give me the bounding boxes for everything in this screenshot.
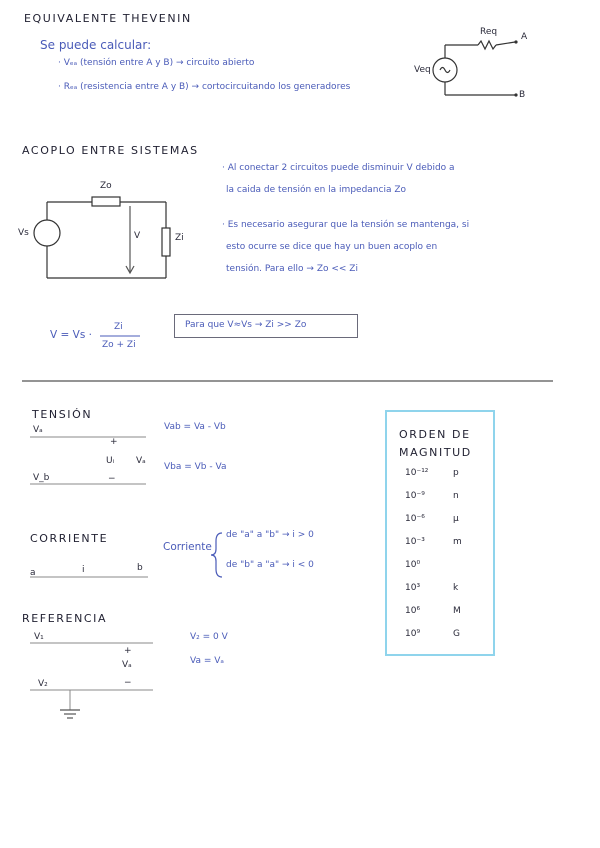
referencia-title: REFERENCIA [22, 612, 108, 625]
corriente-case-1: de "a" a "b" → i > 0 [226, 530, 314, 540]
magnitude-power: 10⁻⁹ [405, 491, 425, 501]
referencia-lines [30, 643, 153, 710]
tension-plus: + [110, 437, 118, 447]
acoplo-circuit [34, 197, 170, 278]
vs-source-icon [34, 220, 60, 246]
magnitude-prefix: μ [453, 514, 459, 524]
zo-label: Zo [100, 181, 112, 191]
tension-vb: V_b [33, 473, 50, 483]
magnitudes-title-2: MAGNITUD [399, 446, 472, 459]
magnitude-power: 10⁻⁶ [405, 514, 425, 524]
formula-lhs: V = Vs · [50, 329, 92, 341]
acoplo-text-1a: · Al conectar 2 circuitos puede disminuir V debido a [222, 163, 455, 173]
magnitude-prefix: M [453, 606, 461, 616]
referencia-v2: V₂ [38, 679, 48, 689]
magnitude-power: 10³ [405, 583, 421, 593]
tension-eq-1: Vab = Va - Vb [164, 422, 226, 432]
veq-label: Veq [414, 65, 431, 75]
corriente-label: Corriente [163, 541, 212, 553]
magnitude-prefix: p [453, 468, 459, 478]
formula-denominator: Zo + Zi [102, 340, 136, 350]
thevenin-bullet-2: · Rₑₐ (resistencia entre A y B) → cortocircuitando los generadores [58, 82, 351, 92]
corriente-i: i [82, 565, 85, 575]
referencia-mid: Vₐ [122, 660, 132, 670]
boxed-condition [174, 314, 358, 338]
magnitude-power: 10⁻¹² [405, 468, 429, 478]
magnitude-prefix: G [453, 629, 460, 639]
zo-resistor-icon [92, 197, 120, 206]
req-label: Req [480, 27, 498, 37]
zi-label: Zi [175, 233, 184, 243]
thevenin-title: EQUIVALENTE THEVENIN [24, 12, 192, 25]
corriente-title: CORRIENTE [30, 532, 109, 545]
thevenin-circuit [433, 41, 515, 95]
v-label: V [134, 231, 141, 241]
acoplo-text-2b: esto ocurre se dice que hay un buen acoplo en [226, 242, 438, 252]
formula-numerator: Zi [114, 322, 123, 332]
tension-vab-mid: Vₐ [136, 456, 146, 466]
magnitude-power: 10⁰ [405, 560, 421, 570]
referencia-eq-2: Va = Vₐ [190, 656, 224, 666]
thevenin-intro: Se puede calcular: [40, 38, 152, 52]
zi-resistor-icon [162, 228, 170, 256]
tension-u: Uᵢ [106, 456, 115, 466]
terminal-b-label: B [519, 90, 526, 100]
vs-label: Vs [18, 228, 29, 238]
referencia-plus: + [124, 646, 132, 656]
brace-icon [211, 533, 222, 577]
thevenin-bullet-1: · Vₑₐ (tensión entre A y B) → circuito abierto [58, 58, 255, 68]
tension-minus: − [108, 474, 116, 484]
magnitude-prefix: n [453, 491, 459, 501]
magnitude-prefix: k [453, 583, 459, 593]
tension-title: TENSIÓN [32, 408, 93, 421]
magnitude-prefix: m [453, 537, 462, 547]
boxed-condition-text: Para que V≈Vs → Zi >> Zo [185, 320, 307, 330]
tension-eq-2: Vba = Vb - Va [164, 462, 227, 472]
acoplo-text-1b: la caida de tensión en la impedancia Zo [226, 185, 406, 195]
magnitude-power: 10⁹ [405, 629, 421, 639]
referencia-v1: V₁ [34, 632, 44, 642]
corriente-case-2: de "b" a "a" → i < 0 [226, 560, 314, 570]
referencia-eq-1: V₂ = 0 V [190, 632, 228, 642]
ground-icon [60, 710, 80, 718]
tension-va: Vₐ [33, 425, 43, 435]
corriente-b: b [137, 563, 143, 573]
magnitudes-title-1: ORDEN DE [399, 428, 471, 441]
acoplo-text-2a: · Es necesario asegurar que la tensión se mantenga, si [222, 220, 470, 230]
req-resistor-icon [478, 41, 496, 49]
magnitude-power: 10⁻³ [405, 537, 425, 547]
acoplo-text-2c: tensión. Para ello → Zo << Zi [226, 264, 358, 274]
referencia-minus: − [124, 678, 132, 688]
corriente-a: a [30, 568, 36, 578]
acoplo-title: ACOPLO ENTRE SISTEMAS [22, 144, 199, 157]
terminal-a-label: A [521, 32, 528, 42]
magnitude-power: 10⁶ [405, 606, 421, 616]
magnitudes-box [385, 410, 495, 656]
